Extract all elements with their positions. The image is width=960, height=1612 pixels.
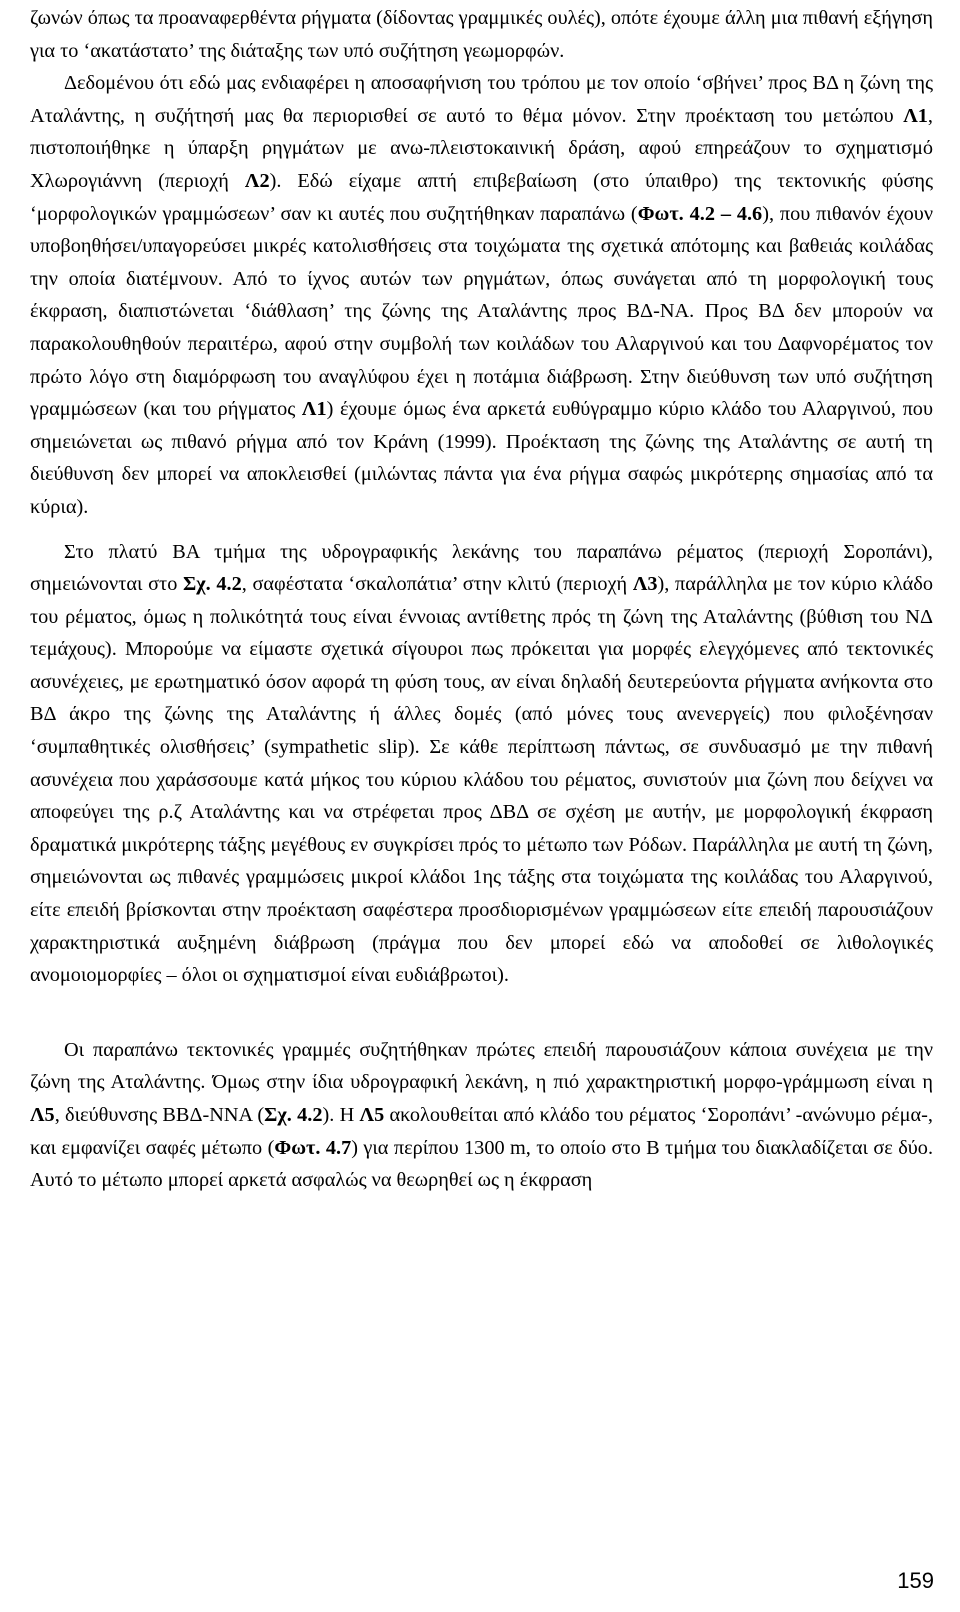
paragraph <box>30 2 933 67</box>
bold-reference: Λ1 <box>301 398 327 421</box>
page-number: 159 <box>897 1568 934 1593</box>
paragraph <box>30 1034 933 1197</box>
text-run: ακολουθείται από κλάδο του ρέματος ‘Σοροπάνι’ -ανώνυμο ρέμα-, και εμφανίζει σαφές μέτωπο ( <box>30 1104 933 1159</box>
text-run: ). Η <box>322 1104 360 1126</box>
text-run: , διεύθυνσης ΒΒΔ-ΝΝΑ ( <box>54 1104 265 1126</box>
bold-reference: Φωτ. 4.2 – 4.6 <box>637 202 763 225</box>
text-run: Στο πλατύ ΒΑ τμήμα της υδρογραφικής λεκάνης του παραπάνω ρέματος (περιοχή Σοροπάνι), σημειώνονται στο <box>30 540 933 596</box>
text-run: Οι παραπάνω τεκτονικές γραμμές συζητήθηκαν πρώτες επειδή παρουσιάζουν κάποια συνέχεια με την ζώνη της Αταλάντης. Όμως στην ίδια υδρογραφική λεκάνη, η πιό χαρακτηριστική μορφο-γράμμωση είναι η <box>30 1038 933 1094</box>
bold-reference: Λ5 <box>359 1104 385 1126</box>
paragraph <box>30 67 933 523</box>
text-run: ) έχουμε όμως ένα αρκετά ευθύγραμμο κύριο κλάδο του Αλαργινού, που σημειώνεται ως πιθανό ρήγμα από τον Κράνη (1999). Προέκταση της ζώνης της Αταλάντης σε αυτή τη διεύθυνση δεν μπορεί να αποκλεισθεί (μιλώντας πάντα για ένα ρήγμα σαφώς μικρότερης σημασίας από τα κύρια). <box>30 398 933 518</box>
text-run: ). Εδώ είχαμε απτή επιβεβαίωση (στο ύπαιθρο) της τεκτονικής φύσης ‘μορφολογικών γραμμώσεων’ σαν κι αυτές που συζητήθηκαν παραπάνω ( <box>30 169 933 225</box>
text-run: , σαφέστατα ‘σκαλοπάτια’ στην κλιτύ (περιοχή <box>241 573 633 596</box>
bold-reference: Σχ. 4.2 <box>183 573 242 596</box>
text-run: , πιστοποιήθηκε η ύπαρξη ρηγμάτων με ανω-πλειστοκαινική δράση, αφού επηρεάζουν το σχηματισμό Χλωρογιάννη (περιοχή <box>30 104 933 192</box>
text-run: ζωνών όπως τα προαναφερθέντα ρήγματα (δίδοντας γραμμικές ουλές), οπότε έχουμε άλλη μια πιθανή εξήγηση για το ‘ακατάστατο’ της διάταξης των υπό συζήτηση γεωμορφών. <box>30 7 933 62</box>
document-page <box>30 2 933 1197</box>
bold-reference: Φωτ. 4.7 <box>274 1136 352 1159</box>
paragraph <box>30 536 933 992</box>
bold-reference: Λ3 <box>632 573 658 596</box>
bold-reference: Λ5 <box>30 1104 55 1126</box>
bold-reference: Λ1 <box>903 104 928 127</box>
bold-reference: Λ2 <box>244 169 270 192</box>
text-run: ), παράλληλα με τον κύριο κλάδο του ρέματος, όμως η πολικότητά τους είναι έννοιας αντίθετης πρός τη ζώνη της Αταλάντης (βύθιση του ΝΔ τεμάχους). Μπορούμε να είμαστε σχετικά σίγουροι πως πρόκειται για μορφές ελεγχόμενες από τεκτονικές ασυνέχειες, με ερωτηματικό όσον αφορά τη φύση τους, αν είναι δηλαδή δευτερεύοντα ρήγματα ανήκοντα στο ΒΔ άκρο της ζώνης της Αταλάντης ή άλλες δομές (από μόνες τους ανενεργείς) που φιλοξένησαν ‘συμπαθητικές ολισθήσεις’ (sympathetic slip). Σε κάθε περίπτωση πάντως, σε συνδυασμό με την πιθανή ασυνέχεια που χαράσσουμε κατά μήκος του κύριου κλάδου του ρέματος, συνιστούν μια ζώνη που δείχνει να αποφεύγει της ρ.ζ Αταλάντης και να στρέφεται προς ΔΒΔ σε σχέση με αυτήν, με μορφολογική έκφραση δραματικά μικρότερης τάξης μεγέθους εν συγκρίσει πρός το μέτωπο των Ρόδων. Παράλληλα με αυτή τη ζώνη, σημειώνονται ως πιθανές γραμμώσεις μικροί κλάδοι 1ης τάξης στα τοιχώματα της κοιλάδας του Αλαργινού, είτε επειδή βρίσκονται στην προέκταση σαφέστερα προσδιορισμένων γραμμώσεων είτε επειδή παρουσιάζουν χαρακτηριστικά αυξημένη διάβρωση (πράγμα που δεν μπορεί εδώ να αποδοθεί σε λιθολογικές ανομοιομορφίες – όλοι οι σχηματισμοί είναι ευδιάβρωτοι). <box>30 573 933 987</box>
bold-reference: Σχ. 4.2 <box>264 1104 323 1126</box>
text-run: Δεδομένου ότι εδώ μας ενδιαφέρει η αποσαφήνιση του τρόπου με τον οποίο ‘σβήνει’ προς ΒΔ η ζώνη της Αταλάντης, η συζήτησή μας θα περιορισθεί σε αυτό το θέμα μόνον. Στην προέκταση του μετώπου <box>30 72 933 127</box>
text-run: ), που πιθανόν έχουν υποβοηθήσει/υπαγορεύσει μικρές κατολισθήσεις στα τοιχώματα της σχετικά απότομης και βαθειάς κοιλάδας την οποία διατέμνουν. Από το ίχνος αυτών των ρηγμάτων, όπως συνάγεται από τη μορφολογική τους έκφραση, διαπιστώνεται ‘διάθλαση’ της ζώνης της Αταλάντης προς ΒΔ-ΝΑ. Προς ΒΔ δεν μπορούν να παρακολουθηθούν περαιτέρω, αφού στην συμβολή των κοιλάδων του Αλαργινού και του Δαφνορέματος τον πρώτο λόγο στη διαμόρφωση του αναγλύφου έχει η ποτάμια διάβρωση. Στην διεύθυνση των υπό συζήτηση γραμμώσεων (και του ρήγματος <box>30 202 933 421</box>
text-run: ) για περίπου 1300 m, το οποίο στο Β τμήμα του διακλαδίζεται σε δύο. Αυτό το μέτωπο μπορεί αρκετά ασφαλώς να θεωρηθεί ως η έκφραση <box>30 1136 934 1192</box>
